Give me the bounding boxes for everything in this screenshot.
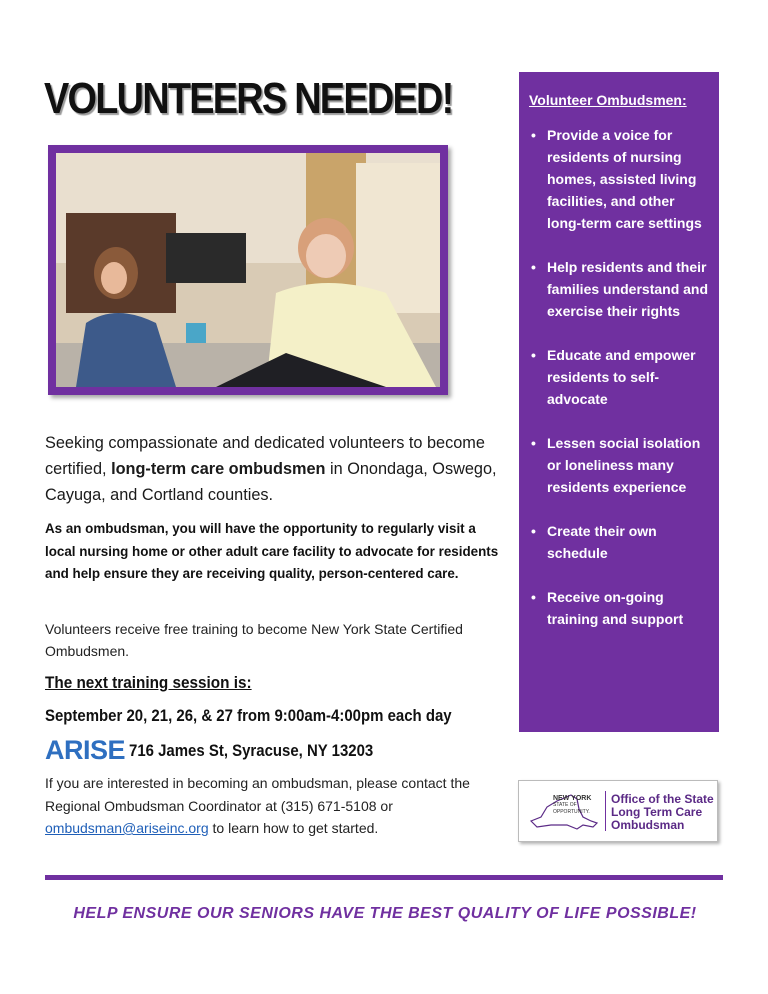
page-title: VOLUNTEERS NEEDED! [44,74,453,123]
list-item-text: Educate and empower residents to self-advocate [547,347,696,407]
footer-tagline: HELP ENSURE OUR SENIORS HAVE THE BEST QUALITY OF LIFE POSSIBLE! [73,905,697,922]
ny-line-1: NEW YORK [553,795,592,802]
intro-text-end: in Onondaga, Oswego, Cayuga, and Cortland counties. [45,460,497,504]
office-line-2: Long Term Care [611,805,703,819]
ny-line-2: STATE OF [553,802,577,808]
footer-divider [45,875,723,880]
list-item [529,520,709,564]
office-line-3: Ombudsman [611,818,685,832]
list-item-text: Provide a voice for residents of nursing homes, assisted living facilities, and other long-term care settings [547,127,702,231]
bullet-icon: • [531,523,536,539]
list-item [529,432,709,498]
opportunity-paragraph: As an ombudsman, you will have the opportunity to regularly visit a local nursing home or other adult care facility to advocate for residents and help ensure they are receiving quality, person-centered care. [45,521,499,581]
list-item-text: Create their own schedule [547,523,657,561]
contact-after: to learn how to get started. [212,820,379,836]
contact-text: If you are interested in becoming an ombudsman, please contact the Regional Ombudsman Coordinator at (315) 671-5108 or [45,775,470,814]
ny-line-3: OPPORTUNITY. [553,809,590,815]
photo-illustration [56,153,440,387]
arise-location [45,735,407,766]
list-item [529,586,709,630]
contact-paragraph [45,772,505,840]
intro-paragraph [45,430,500,508]
bullet-icon: • [531,435,536,451]
arise-logo: ARISE [45,735,126,765]
email-link[interactable]: ombudsman@ariseinc.org [45,820,209,836]
intro-text-bold: long-term care ombudsmen [111,460,326,478]
list-item-text: Receive on-going training and support [547,589,684,627]
next-training-heading: The next training session is: [45,673,252,692]
sidebar-title: Volunteer Ombudsmen: [529,92,687,108]
list-item-text: Help residents and their families understand and exercise their rights [547,259,709,319]
intro-text-start: Seeking compassionate and dedicated volunteers to become certified, [45,434,485,478]
arise-address: 716 James St, Syracuse, NY 13203 [129,740,374,760]
bullet-icon: • [531,589,536,605]
office-line-1: Office of the State [611,792,714,806]
ny-state-wordmark [553,795,591,816]
bullet-icon: • [531,259,536,275]
logo-divider [605,791,606,831]
training-dates: September 20, 21, 26, & 27 from 9:00am-4:00pm each day [45,706,452,725]
bullet-icon: • [531,347,536,363]
volunteer-photo [48,145,448,395]
list-item [529,344,709,410]
bullet-icon: • [531,127,536,143]
list-item [529,124,709,234]
list-item [529,256,709,322]
sidebar-list [529,124,709,630]
sidebar-panel [519,72,719,732]
list-item-text: Lessen social isolation or loneliness many residents experience [547,435,701,495]
office-name [611,793,714,832]
training-paragraph: Volunteers receive free training to become New York State Certified Ombudsmen. [45,621,463,659]
ombudsman-office-logo [518,780,718,842]
